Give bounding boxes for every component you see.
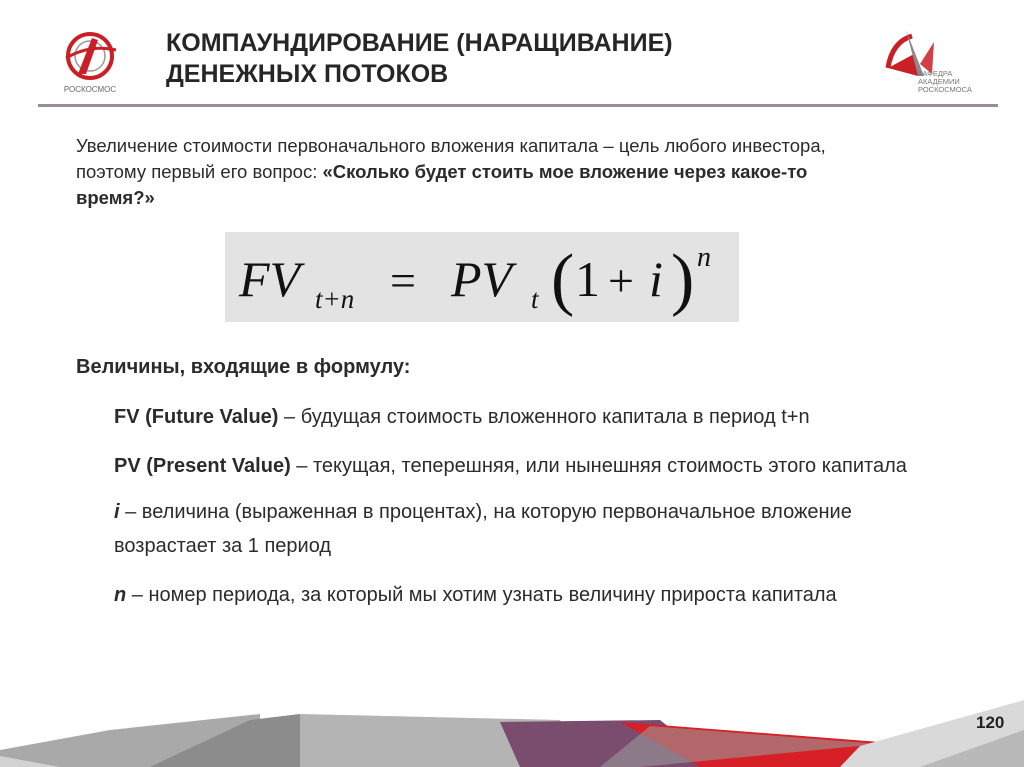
definition-pv — [114, 449, 954, 483]
footer-decoration — [0, 700, 1024, 767]
formula-box — [225, 232, 739, 322]
formula-pv: PV — [451, 251, 513, 307]
definitions-list — [114, 400, 954, 627]
academy-emblem-icon — [884, 24, 992, 100]
definition-text: – будущая стоимость вложенного капитала в период t+n — [278, 406, 810, 428]
formula-exponent: n — [697, 242, 711, 273]
definition-text: – величина (выраженная в процентах), на которую первоначальное вложение возрастает за 1 период — [114, 501, 852, 557]
intro-plain-text: Увеличение стоимости первоначального вложения капитала – цель любого инвестора, поэтому первый его вопрос: — [76, 135, 826, 182]
roscosmos-emblem-icon — [58, 28, 122, 96]
roscosmos-logo — [58, 28, 122, 96]
formula-fv-subscript: t+n — [315, 284, 355, 314]
formula-fv: FV — [239, 251, 301, 307]
academy-logo — [884, 24, 992, 100]
formula-paren-close: ) — [671, 241, 695, 318]
variables-heading: Величины, входящие в формулу: — [76, 356, 411, 378]
formula-equals: = — [390, 255, 416, 306]
title-divider — [38, 104, 998, 107]
slide-title — [166, 28, 673, 90]
formula-one: 1 — [575, 251, 600, 307]
intro-question: «Сколько будет стоить мое вложение через какое-то время?» — [76, 161, 808, 208]
formula-pv-subscript: t — [531, 284, 539, 314]
definition-term: n — [114, 584, 127, 606]
definition-text: – номер периода, за который мы хотим узнать величину прироста капитала — [126, 584, 837, 606]
future-value-formula — [225, 232, 739, 322]
definition-term: i — [114, 501, 120, 523]
definition-text: – текущая, теперешняя, или нынешняя стоимость этого капитала — [290, 455, 907, 477]
definition-term: FV (Future Value) — [114, 406, 279, 428]
formula-plus: + — [608, 255, 634, 306]
definition-i — [114, 495, 954, 563]
title-line-1: КОМПАУНДИРОВАНИЕ (НАРАЩИВАНИЕ) — [166, 29, 673, 57]
page-number: 120 — [976, 713, 1005, 732]
logo-left-caption: РОСКОСМОС — [63, 85, 117, 94]
formula-rate: i — [649, 251, 663, 307]
intro-paragraph — [76, 133, 836, 211]
definition-fv — [114, 400, 954, 434]
logo-right-caption: КАФЕДРА АКАДЕМИИ РОСКОСМОСА — [918, 70, 972, 94]
definition-term: PV (Present Value) — [114, 455, 291, 477]
formula-paren-open: ( — [551, 241, 575, 318]
title-line-2: ДЕНЕЖНЫХ ПОТОКОВ — [166, 60, 449, 88]
definition-n — [114, 578, 954, 612]
